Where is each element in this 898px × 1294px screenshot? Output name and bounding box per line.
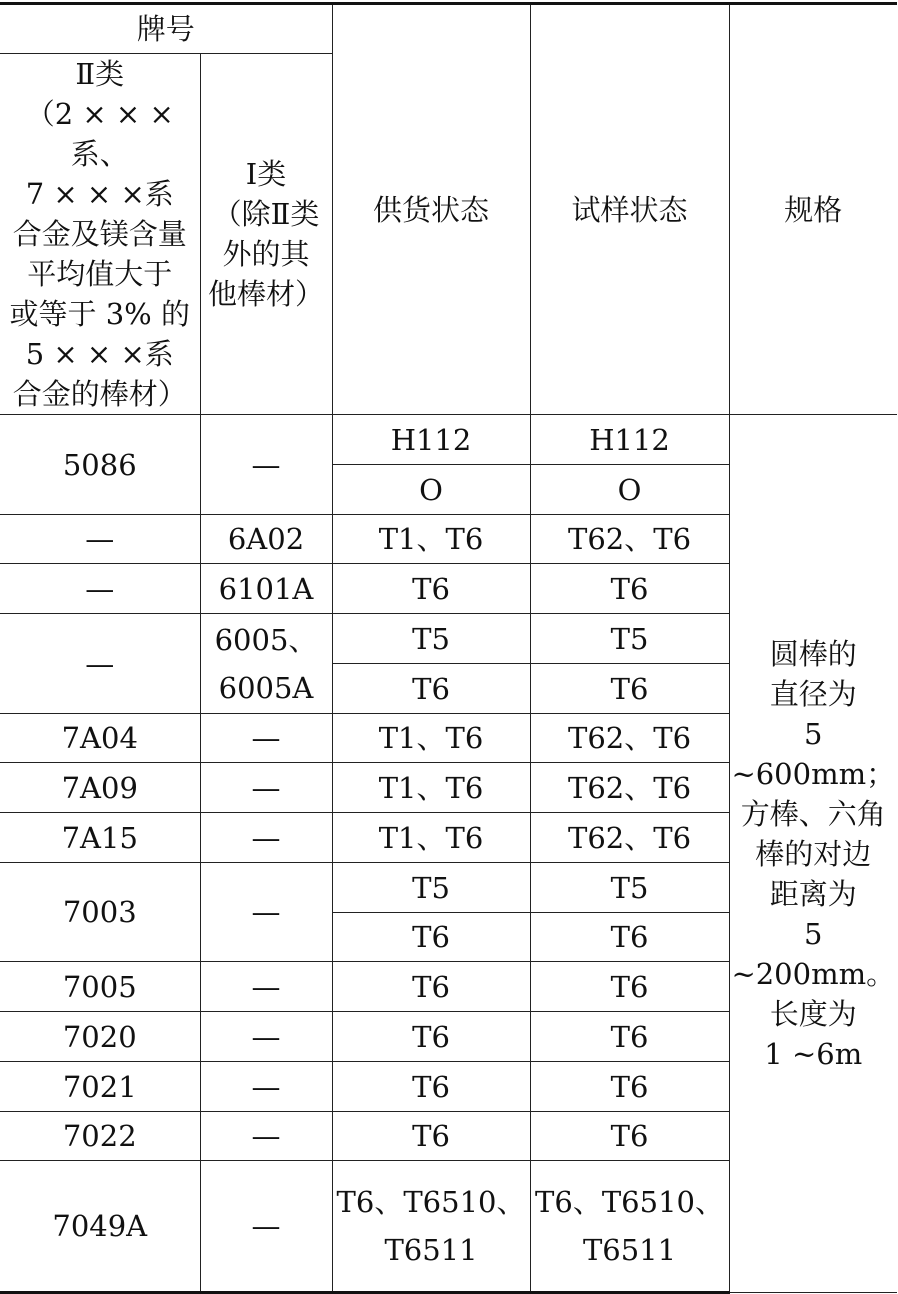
cell-supply: T1、T6: [332, 515, 530, 564]
cell-sample: T62、T6: [530, 763, 729, 813]
cell-sample: T62、T6: [530, 515, 729, 564]
cell-sample: T5: [530, 614, 729, 664]
cell-class2: 7021: [0, 1062, 200, 1112]
cell-sample: T6: [530, 1062, 729, 1112]
cell-supply: O: [332, 465, 530, 515]
cell-supply: T6: [332, 1112, 530, 1161]
cell-class1: —: [200, 1161, 332, 1293]
spec-cell: 圆棒的 直径为 5 ~600mm； 方棒、六角 棒的对边 距离为 5 ~200mm。 长度为 1 ~6m: [729, 415, 897, 1293]
cell-class1: —: [200, 714, 332, 763]
cell-supply: T6: [332, 664, 530, 714]
header-sample-state: 试样状态: [530, 4, 729, 415]
cell-class1: —: [200, 1012, 332, 1062]
cell-supply: T5: [332, 614, 530, 664]
header-spec: 规格: [729, 4, 897, 415]
cell-class2: 7005: [0, 962, 200, 1012]
cell-supply: T6: [332, 913, 530, 962]
cell-class1: —: [200, 962, 332, 1012]
header-class-2: Ⅱ类 （2 × × ×系、 7 × × ×系 合金及镁含量 平均值大于 或等于 3% 的 5 × × ×系 合金的棒材）: [0, 54, 200, 415]
cell-sample: O: [530, 465, 729, 515]
header-grade: 牌号: [0, 4, 332, 54]
cell-supply: T6: [332, 1062, 530, 1112]
header-supply-state: 供货状态: [332, 4, 530, 415]
cell-supply: T6、T6510、 T6511: [332, 1161, 530, 1293]
cell-class2: —: [0, 614, 200, 714]
cell-sample: T62、T6: [530, 813, 729, 863]
cell-supply: T1、T6: [332, 813, 530, 863]
header-class-1: Ⅰ类 （除Ⅱ类 外的其 他棒材）: [200, 54, 332, 415]
cell-class1: 6A02: [200, 515, 332, 564]
cell-class1: —: [200, 813, 332, 863]
cell-supply: T6: [332, 1012, 530, 1062]
cell-class1: —: [200, 415, 332, 515]
cell-sample: H112: [530, 415, 729, 465]
cell-sample: T6: [530, 1012, 729, 1062]
cell-class2: 7020: [0, 1012, 200, 1062]
cell-class1: 6005、 6005A: [200, 614, 332, 714]
cell-class1: —: [200, 863, 332, 962]
cell-supply: T6: [332, 564, 530, 614]
cell-sample: T6: [530, 664, 729, 714]
cell-sample: T62、T6: [530, 714, 729, 763]
cell-class2: —: [0, 564, 200, 614]
cell-sample: T6: [530, 564, 729, 614]
cell-class1: 6101A: [200, 564, 332, 614]
cell-class1: —: [200, 1112, 332, 1161]
cell-class1: —: [200, 1062, 332, 1112]
cell-sample: T6: [530, 913, 729, 962]
cell-class2: 7003: [0, 863, 200, 962]
cell-class2: 5086: [0, 415, 200, 515]
cell-sample: T5: [530, 863, 729, 913]
cell-class2: 7A15: [0, 813, 200, 863]
cell-sample: T6、T6510、 T6511: [530, 1161, 729, 1293]
cell-sample: T6: [530, 1112, 729, 1161]
cell-supply: H112: [332, 415, 530, 465]
cell-class2: 7A04: [0, 714, 200, 763]
cell-class2: —: [0, 515, 200, 564]
cell-sample: T6: [530, 962, 729, 1012]
cell-class2: 7022: [0, 1112, 200, 1161]
cell-supply: T6: [332, 962, 530, 1012]
cell-supply: T1、T6: [332, 714, 530, 763]
alloy-bar-table: [0, 2, 897, 1294]
cell-class2: 7A09: [0, 763, 200, 813]
cell-supply: T1、T6: [332, 763, 530, 813]
cell-supply: T5: [332, 863, 530, 913]
cell-class1: —: [200, 763, 332, 813]
cell-class2: 7049A: [0, 1161, 200, 1293]
